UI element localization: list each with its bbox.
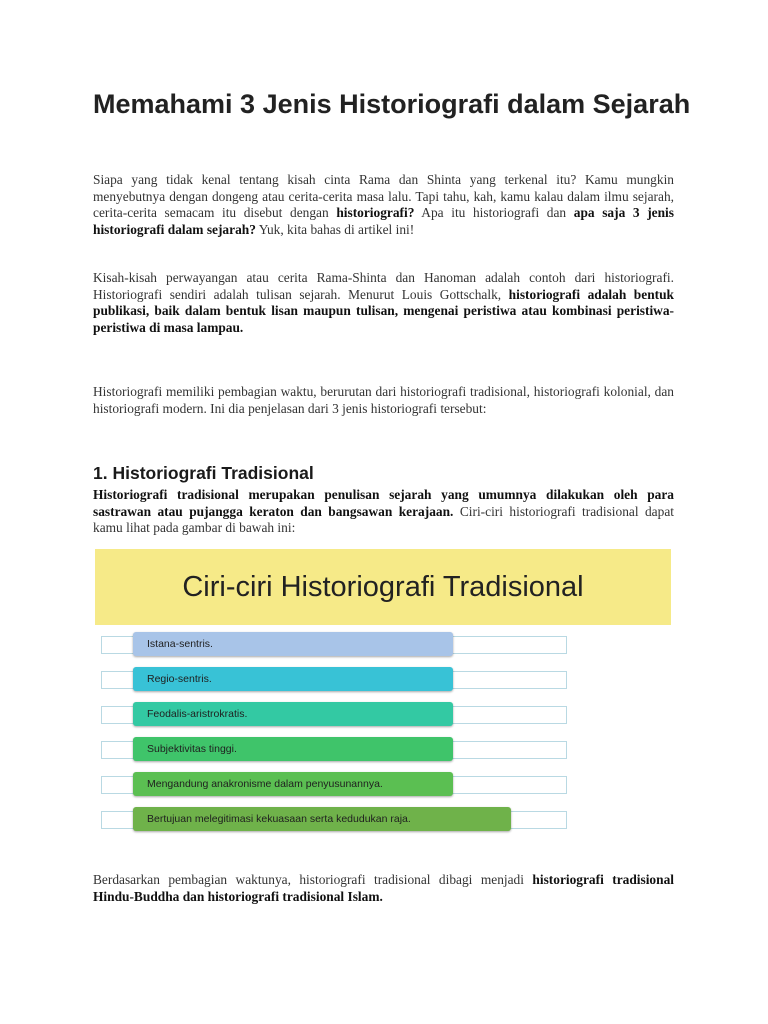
- figure-list-item: Istana-sentris.: [133, 632, 453, 656]
- figure-banner: [95, 549, 671, 625]
- intro-bold-1: historiografi?: [336, 205, 415, 221]
- figure-list-item: Bertujuan melegitimasi kekuasaan serta kedudukan raja.: [133, 807, 511, 831]
- definition-paragraph: [93, 270, 674, 336]
- figure-list-item: Mengandung anakronisme dalam penyusunannya.: [133, 772, 453, 796]
- intro-bold-2: apa saja 3 jenis historiografi dalam sejarah?: [93, 205, 674, 237]
- closing-paragraph: [93, 872, 674, 905]
- closing-bold: historiografi tradisional Hindu-Buddha dan historiografi tradisional Islam.: [93, 872, 674, 904]
- ciri-ciri-figure: [93, 545, 673, 840]
- tradisional-bold: Historiografi tradisional merupakan penulisan sejarah yang umumnya dilakukan oleh para sastrawan atau pujangga keraton dan bangsawan kerajaan.: [93, 487, 674, 519]
- intro-text-1: Siapa yang tidak kenal tentang kisah cinta Rama dan Shinta yang terkenal itu? Kamu mungkin menyebutnya dengan dongeng atau cerita-cerita masa lalu. Tapi tahu, kah, kamu kalau dalam ilmu sejarah, cerita-cerita semacam itu disebut dengan: [93, 172, 674, 221]
- tradisional-text: Ciri-ciri historiografi tradisional dapat kamu lihat pada gambar di bawah ini:: [93, 503, 674, 536]
- figure-list-item: Feodalis-aristrokratis.: [133, 702, 453, 726]
- periods-paragraph: Historiografi memiliki pembagian waktu, berurutan dari historiografi tradisional, historiografi kolonial, dan historiografi modern. Ini dia penjelasan dari 3 jenis historiografi tersebut:: [93, 384, 674, 416]
- intro-text-2: Apa itu historiografi dan: [414, 205, 574, 221]
- figure-list-item: Regio-sentris.: [133, 667, 453, 691]
- intro-paragraph: [93, 172, 674, 238]
- page-title: Memahami 3 Jenis Historiografi dalam Sejarah: [93, 89, 691, 119]
- definition-bold: historiografi adalah bentuk publikasi, baik dalam bentuk lisan maupun tulisan, mengenai peristiwa atau kombinasi peristiwa-peristiwa di masa lampau.: [93, 286, 674, 335]
- closing-text: Berdasarkan pembagian waktunya, historiografi tradisional dibagi menjadi: [93, 872, 533, 887]
- definition-text: Kisah-kisah perwayangan atau cerita Rama-Shinta dan Hanoman adalah contoh dari historiografi. Historiografi sendiri adalah tulisan sejarah. Menurut Louis Gottschalk,: [93, 270, 674, 302]
- tradisional-paragraph: [93, 487, 674, 537]
- figure-list-item: Subjektivitas tinggi.: [133, 737, 453, 761]
- figure-title: Ciri-ciri Historiografi Tradisional: [182, 570, 584, 603]
- section-heading-tradisional: 1. Historiografi Tradisional: [93, 463, 314, 483]
- intro-text-3: Yuk, kita bahas di artikel ini!: [255, 221, 415, 237]
